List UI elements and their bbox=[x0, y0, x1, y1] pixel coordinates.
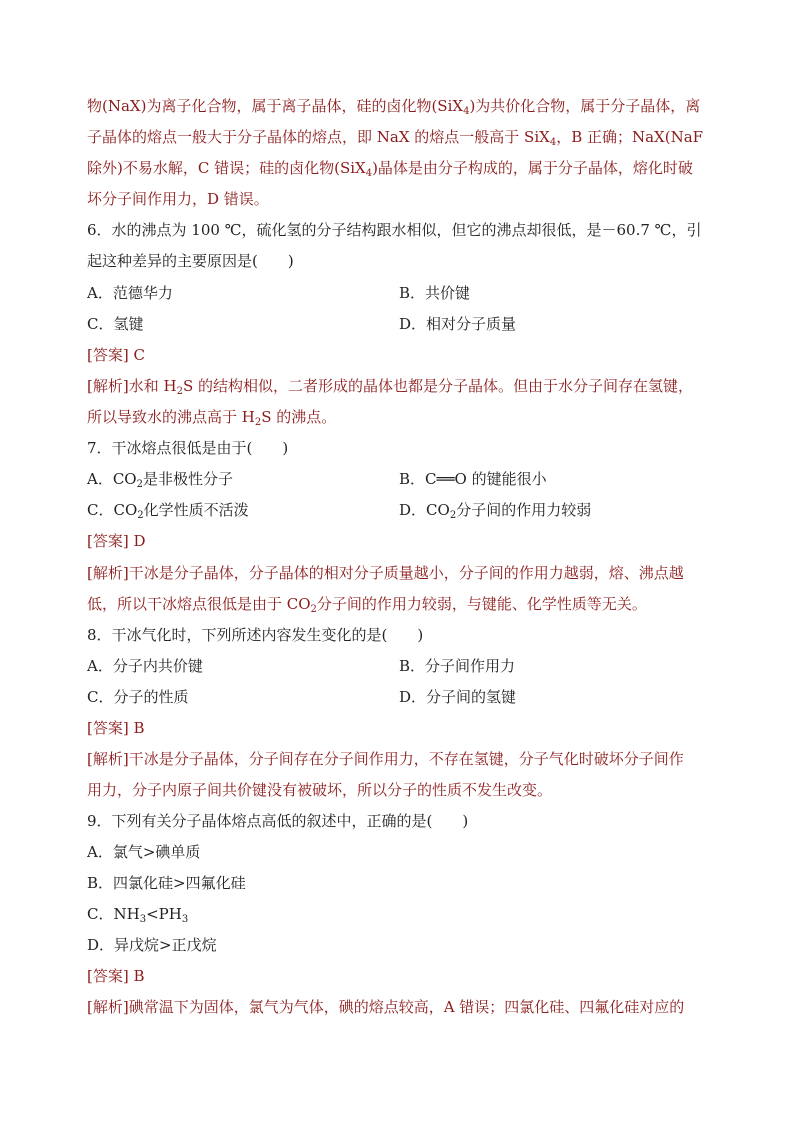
q7-answer: [答案] D bbox=[87, 532, 146, 550]
q6-analysis-line-2: 所以导致水的沸点高于 $H_2S$ 的沸点。 bbox=[87, 408, 337, 428]
q7-options-row-2 bbox=[87, 500, 592, 521]
q7-stem: 7．干冰熔点很低是由于( ) bbox=[87, 439, 289, 457]
q7-analysis-line-1: [解析]干冰是分子晶体，分子晶体的相对分子质量越小，分子间的作用力越弱，熔、沸点越 bbox=[87, 564, 684, 582]
q8-stem: 8．干冰气化时，下列所述内容发生变化的是( ) bbox=[87, 626, 424, 644]
q9-option-c: C．$NH_3<PH_3$ bbox=[87, 905, 189, 925]
prev-analysis-line-4: 坏分子间作用力，D 错误。 bbox=[87, 190, 269, 208]
q6-options-row-2 bbox=[87, 314, 517, 334]
q6-stem-line-1: 6．水的沸点为 100 ℃，硫化氢的分子结构跟水相似，但它的沸点却很低，是－60.7 ℃，引 bbox=[87, 221, 702, 239]
q9-option-a: A．氯气>碘单质 bbox=[87, 843, 201, 861]
q7-analysis-line-2: 低，所以干冰熔点很低是由于 $CO_2$分子间的作用力较弱，与键能、化学性质等无关。 bbox=[87, 595, 647, 615]
q8-option-a: A．分子内共价键 bbox=[87, 657, 203, 675]
q7-options-row-1 bbox=[87, 469, 547, 490]
q7-option-a: A．$CO_2$是非极性分子 bbox=[87, 470, 233, 490]
q8-analysis-line-1: [解析]干冰是分子晶体，分子间存在分子间作用力，不存在氢键，分子气化时破坏分子间作 bbox=[87, 750, 684, 768]
q8-option-d: D．分子间的氢键 bbox=[399, 688, 517, 706]
q9-option-b: B．四氯化硅>四氟化硅 bbox=[87, 874, 246, 892]
q6-stem-line-2: 起这种差异的主要原因是( ) bbox=[87, 252, 294, 270]
q6-answer: [答案] C bbox=[87, 346, 145, 364]
q9-analysis-line-1: [解析]碘常温下为固体，氯气为气体，碘的熔点较高，A 错误；四氯化硅、四氟化硅对应的 bbox=[87, 998, 685, 1016]
q8-option-b: B．分子间作用力 bbox=[399, 657, 516, 675]
q8-analysis-line-2: 用力，分子内原子间共价键没有被破坏，所以分子的性质不发生改变。 bbox=[87, 781, 553, 799]
q6-options-row-1 bbox=[87, 283, 471, 303]
q8-answer: [答案] B bbox=[87, 719, 145, 737]
q6-option-b: B．共价键 bbox=[399, 284, 471, 302]
prev-analysis-line-1: 物(NaX)为离子化合物，属于离子晶体，硅的卤化物(SiX$_4$)为共价化合物，属于分子晶体，离 bbox=[87, 97, 701, 117]
q6-option-d: D．相对分子质量 bbox=[399, 315, 517, 333]
q9-option-d: D．异戊烷>正戊烷 bbox=[87, 936, 217, 954]
prev-analysis-line-3: 除外)不易水解，C 错误；硅的卤化物(SiX$_4$)晶体是由分子构成的，属于分子晶体，熔化时破 bbox=[87, 159, 693, 179]
q6-option-a: A．范德华力 bbox=[87, 284, 173, 302]
q7-option-c: C．$CO_2$化学性质不活泼 bbox=[87, 501, 249, 521]
q7-option-b: B．C══O 的键能很小 bbox=[399, 470, 547, 488]
q7-option-d: D．$CO_2$分子间的作用力较弱 bbox=[399, 501, 592, 521]
q9-answer: [答案] B bbox=[87, 967, 145, 985]
q8-options-row-1 bbox=[87, 656, 516, 676]
q6-option-c: C．氢键 bbox=[87, 315, 144, 333]
q9-stem: 9．下列有关分子晶体熔点高低的叙述中，正确的是( ) bbox=[87, 812, 469, 830]
q8-option-c: C．分子的性质 bbox=[87, 688, 189, 706]
q6-analysis-line-1: [解析]水和 $H_2S$ 的结构相似，二者形成的晶体也都是分子晶体。但由于水分子间存在氢键， bbox=[87, 377, 693, 397]
prev-analysis-line-2: 子晶体的熔点一般大于分子晶体的熔点，即 NaX 的熔点一般高于 SiX$_4$，B 正确；NaX(NaF bbox=[87, 128, 704, 148]
q8-options-row-2 bbox=[87, 687, 517, 707]
